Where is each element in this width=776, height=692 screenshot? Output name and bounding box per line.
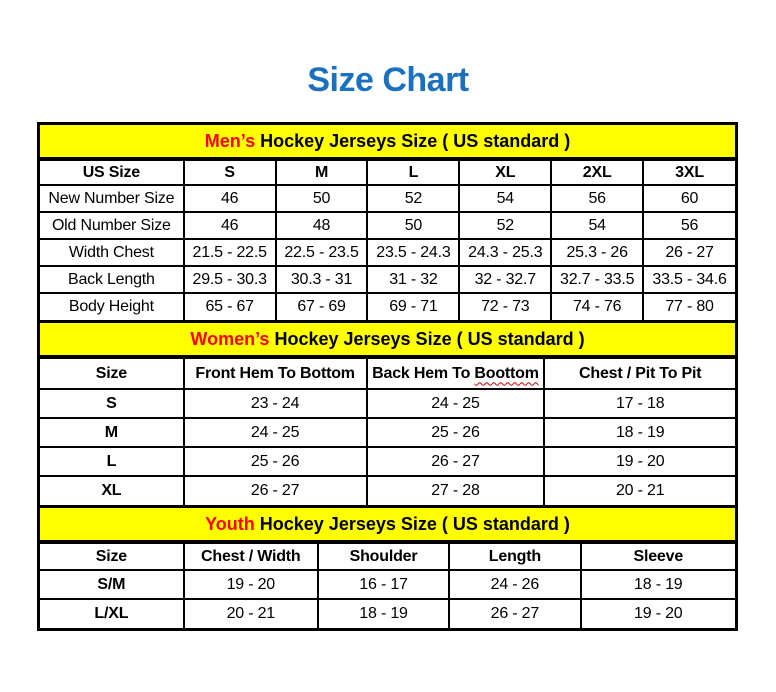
table-cell: 22.5 - 23.5	[276, 239, 368, 266]
table-cell: 32 - 32.7	[459, 266, 551, 293]
table-cell: 50	[367, 212, 459, 239]
section-header-mens	[40, 125, 735, 159]
table-cell: 26 - 27	[367, 447, 545, 476]
table-row	[40, 266, 735, 293]
section-title-highlight: Men’s	[204, 131, 256, 151]
row-label: L	[40, 447, 184, 476]
table-womens	[40, 357, 735, 505]
table-cell: 24.3 - 25.3	[459, 239, 551, 266]
section-header-youth	[40, 505, 735, 542]
table-cell: 18 - 19	[318, 599, 449, 628]
table-cell: 30.3 - 31	[276, 266, 368, 293]
table-cell: 46	[184, 185, 276, 212]
table-cell: 52	[459, 212, 551, 239]
table-cell: 50	[276, 185, 368, 212]
table-cell: 20 - 21	[184, 599, 318, 628]
table-header-row	[40, 160, 735, 185]
column-header: Size	[40, 543, 184, 570]
table-cell: 21.5 - 22.5	[184, 239, 276, 266]
row-label: Width Chest	[40, 239, 184, 266]
table-cell: 18 - 19	[544, 418, 735, 447]
misspelled-word: Boottom	[474, 364, 539, 382]
column-header: Size	[40, 358, 184, 389]
table-youth	[40, 542, 735, 628]
table-cell: 26 - 27	[449, 599, 580, 628]
table-row	[40, 476, 735, 505]
column-header: 2XL	[551, 160, 643, 185]
row-label: XL	[40, 476, 184, 505]
table-row	[40, 570, 735, 599]
table-cell: 32.7 - 33.5	[551, 266, 643, 293]
section-header-womens	[40, 320, 735, 357]
table-cell: 20 - 21	[544, 476, 735, 505]
column-header: M	[276, 160, 368, 185]
table-row	[40, 239, 735, 266]
table-cell: 25 - 26	[184, 447, 367, 476]
section-title-highlight: Women’s	[190, 329, 270, 349]
section-title-highlight: Youth	[205, 514, 255, 534]
table-cell: 31 - 32	[367, 266, 459, 293]
section-title-text: Hockey Jerseys Size ( US standard )	[259, 514, 570, 534]
column-header: Shoulder	[318, 543, 449, 570]
table-cell: 25 - 26	[367, 418, 545, 447]
table-cell: 60	[643, 185, 735, 212]
table-cell: 19 - 20	[544, 447, 735, 476]
column-header: Chest / Pit To Pit	[544, 358, 735, 389]
table-cell: 48	[276, 212, 368, 239]
table-cell: 27 - 28	[367, 476, 545, 505]
section-title-text: Hockey Jerseys Size ( US standard )	[274, 329, 585, 349]
row-label: S/M	[40, 570, 184, 599]
table-cell: 74 - 76	[551, 293, 643, 320]
column-header: XL	[459, 160, 551, 185]
table-cell: 19 - 20	[581, 599, 735, 628]
table-cell: 52	[367, 185, 459, 212]
table-cell: 23.5 - 24.3	[367, 239, 459, 266]
table-row	[40, 418, 735, 447]
table-cell: 56	[551, 185, 643, 212]
row-label: M	[40, 418, 184, 447]
table-cell: 56	[643, 212, 735, 239]
column-header: S	[184, 160, 276, 185]
column-header: Sleeve	[581, 543, 735, 570]
table-cell: 54	[459, 185, 551, 212]
table-cell: 69 - 71	[367, 293, 459, 320]
table-cell: 77 - 80	[643, 293, 735, 320]
table-cell: 65 - 67	[184, 293, 276, 320]
table-cell: 67 - 69	[276, 293, 368, 320]
table-cell: 18 - 19	[581, 570, 735, 599]
table-cell: 24 - 25	[367, 389, 545, 418]
table-row	[40, 185, 735, 212]
column-header: L	[367, 160, 459, 185]
table-cell: 23 - 24	[184, 389, 367, 418]
table-header-row	[40, 358, 735, 389]
column-header: Front Hem To Bottom	[184, 358, 367, 389]
table-cell: 17 - 18	[544, 389, 735, 418]
table-cell: 16 - 17	[318, 570, 449, 599]
table-cell: 26 - 27	[643, 239, 735, 266]
table-cell: 24 - 26	[449, 570, 580, 599]
table-cell: 72 - 73	[459, 293, 551, 320]
table-cell: 24 - 25	[184, 418, 367, 447]
table-row	[40, 389, 735, 418]
row-label: New Number Size	[40, 185, 184, 212]
table-row	[40, 293, 735, 320]
table-cell: 29.5 - 30.3	[184, 266, 276, 293]
table-cell: 33.5 - 34.6	[643, 266, 735, 293]
table-cell: 54	[551, 212, 643, 239]
column-header: US Size	[40, 160, 184, 185]
table-mens	[40, 159, 735, 320]
table-cell: 26 - 27	[184, 476, 367, 505]
table-row	[40, 212, 735, 239]
table-cell: 25.3 - 26	[551, 239, 643, 266]
row-label: Body Height	[40, 293, 184, 320]
table-cell: 46	[184, 212, 276, 239]
table-row	[40, 599, 735, 628]
column-header: Length	[449, 543, 580, 570]
row-label: Old Number Size	[40, 212, 184, 239]
row-label: L/XL	[40, 599, 184, 628]
section-title-text: Hockey Jerseys Size ( US standard )	[260, 131, 571, 151]
table-header-row	[40, 543, 735, 570]
size-chart	[37, 122, 738, 631]
page-title: Size Chart	[307, 61, 469, 99]
column-header: Chest / Width	[184, 543, 318, 570]
column-header: 3XL	[643, 160, 735, 185]
column-header	[367, 358, 545, 389]
table-row	[40, 447, 735, 476]
row-label: S	[40, 389, 184, 418]
row-label: Back Length	[40, 266, 184, 293]
column-header-text: Back Hem To	[372, 364, 475, 382]
table-cell: 19 - 20	[184, 570, 318, 599]
